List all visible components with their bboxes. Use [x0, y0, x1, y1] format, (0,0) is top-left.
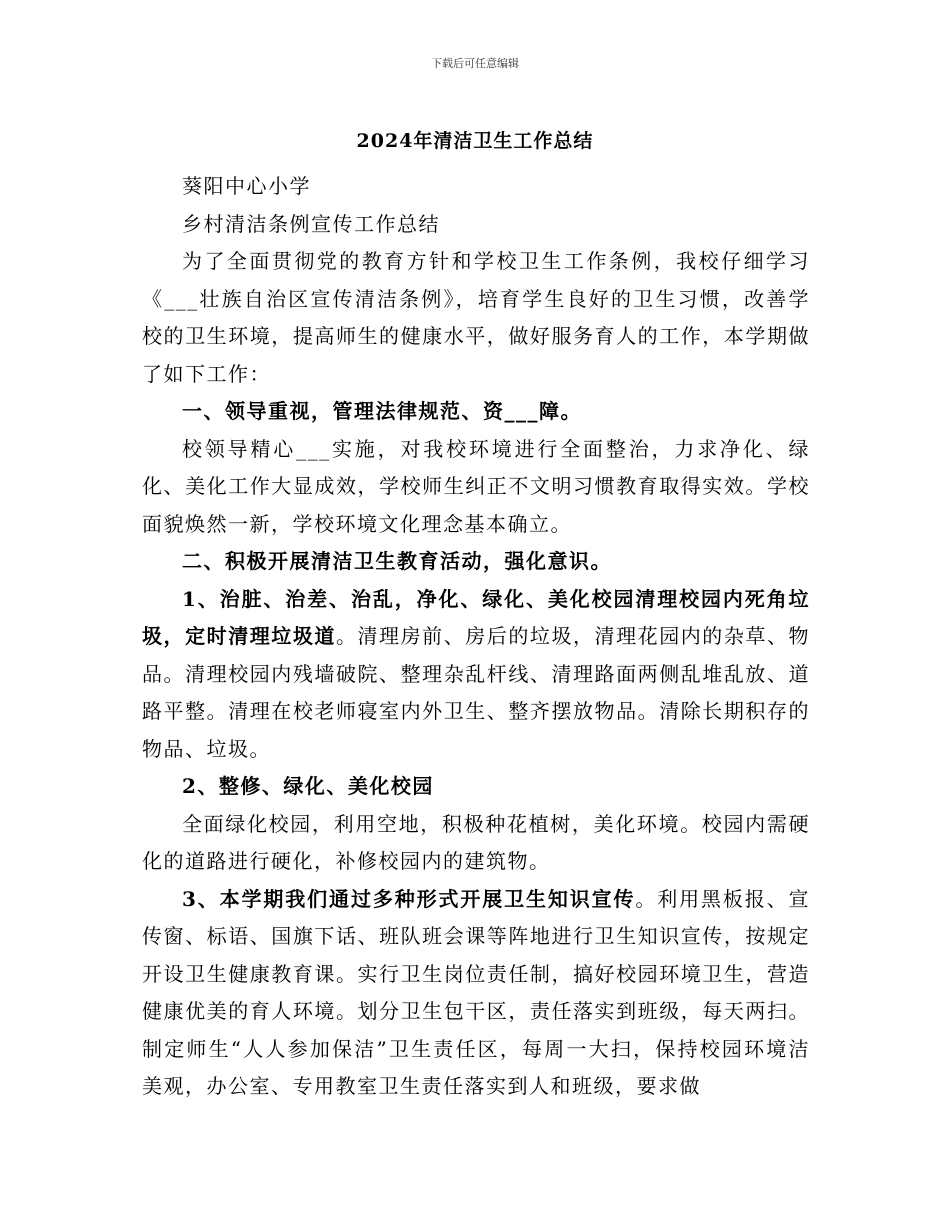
paragraph-school-name: 葵阳中心小学 [182, 174, 311, 198]
paragraph-item-3: 3、本学期我们通过多种形式开展卫生知识宣传。利用黑板报、宣传窗、标语、国旗下话、班队班会课等阵地进行卫生知识宣传，按规定开设卫生健康教育课。实行卫生岗位责任制，搞好校园环境卫生，营造健康优美的育人环境。划分卫生包干区，责任落实到班级，每天两扫。制定师生“人人参加保洁”卫生责任区，每周一大扫，保持校园环境洁美观，办公室、专用教室卫生责任落实到人和班级，要求做 [142, 886, 811, 1098]
paragraph-subtitle: 乡村清洁条例宣传工作总结 [182, 211, 440, 236]
subheading-item-2: 2、整修、绿化、美化校园 [182, 774, 434, 798]
document-body [142, 168, 810, 1106]
paragraph-item-1: 1、治脏、治差、治乱，净化、绿化、美化校园清理校园内死角垃圾，定时清理垃圾道。清理房前、房后的垃圾，清理花园内的杂草、物品。清理校园内残墙破院、整理杂乱杆线、清理路面两侧乱堆乱放、道路平整。清理在校老师寝室内外卫生、整齐摆放物品。清除长期积存的物品、垃圾。 [142, 586, 811, 761]
paragraph-greening: 全面绿化校园，利用空地，积极种花植树，美化环境。校园内需硬化的道路进行硬化，补修校园内的建筑物。 [142, 811, 810, 873]
section-heading-2: 二、积极开展清洁卫生教育活动，强化意识。 [182, 549, 612, 573]
paragraph-leadership: 校领导精心___实施，对我校环境进行全面整治，力求净化、绿化、美化工作大显成效，学校师生纠正不文明习惯教育取得实效。学校面貌焕然一新，学校环境文化理念基本确立。 [142, 436, 810, 536]
header-note: 下载后可任意编辑 [431, 57, 519, 70]
paragraph-intro: 为了全面贯彻党的教育方针和学校卫生工作条例，我校仔细学习《___壮族自治区宣传清洁条例》，培育学生良好的卫生习惯，改善学校的卫生环境，提高师生的健康水平，做好服务育人的工作，本学期做了如下工作： [142, 249, 810, 386]
section-heading-1: 一、领导重视，管理法律规范、资___障。 [182, 399, 582, 423]
document-title: 2024年清洁卫生工作总结 [356, 130, 594, 152]
